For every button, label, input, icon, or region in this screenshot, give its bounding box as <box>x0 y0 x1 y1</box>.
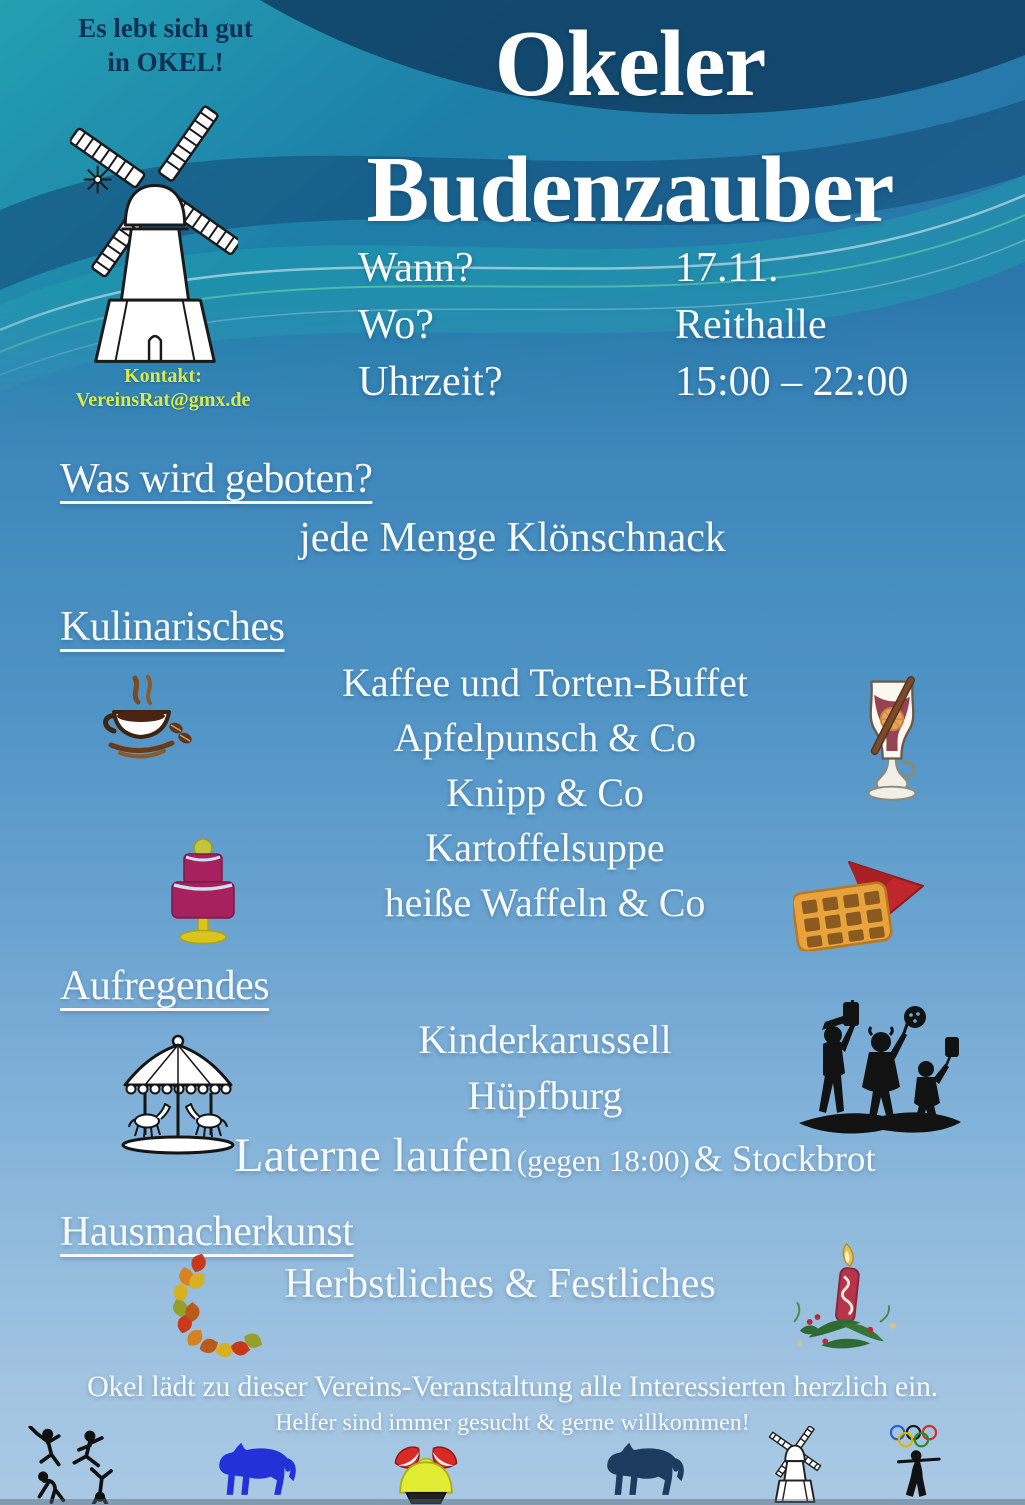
title-line2: Budenzauber <box>366 138 894 243</box>
list-item: Apfelpunsch & Co <box>393 715 697 760</box>
section-heading-hausmacherkunst: Hausmacherkunst <box>60 1209 354 1255</box>
poster-title <box>235 10 1025 244</box>
windmill-icon <box>70 80 238 368</box>
navy-horse-icon <box>596 1440 690 1504</box>
title-line1: Okeler <box>494 12 766 116</box>
detail-answer: Reithalle <box>675 302 827 348</box>
carousel-icon <box>103 1033 253 1158</box>
slogan-line1: Es lebt sich gut <box>78 13 253 43</box>
event-details <box>358 240 978 411</box>
list-item: Kartoffelsuppe <box>425 825 665 870</box>
punch-glass-icon <box>852 676 932 826</box>
list-item: Kaffee und Torten-Buffet <box>342 660 748 705</box>
intro-subline: jede Menge Klönschnack <box>299 515 726 561</box>
detail-question: Wo? <box>358 302 434 348</box>
autumn-leaves-icon <box>168 1250 263 1358</box>
detail-row-uhrzeit <box>358 354 978 411</box>
laterne-main: Laterne laufen <box>234 1129 513 1182</box>
coffee-cup-icon <box>85 672 197 772</box>
contact-email: VereinsRat@gmx.de <box>75 389 251 411</box>
footer-invitation: Okel lädt zu dieser Vereins-Veranstaltung alle Interessierten herzlich ein. <box>87 1370 938 1403</box>
detail-answer: 15:00 – 22:00 <box>675 359 909 405</box>
gymnasts-icon <box>24 1426 132 1504</box>
list-item: Knipp & Co <box>446 770 644 815</box>
cake-icon <box>158 810 248 945</box>
detail-row-wo <box>358 297 978 354</box>
small-windmill-icon <box>760 1426 830 1504</box>
list-item: Kinderkarussell <box>418 1017 672 1062</box>
contact-label: Kontakt: <box>124 365 202 387</box>
bottom-edge-strip <box>0 1499 1025 1505</box>
detail-row-wann <box>358 240 978 297</box>
list-item: Hüpfburg <box>467 1073 623 1118</box>
detail-question: Wann? <box>358 245 474 291</box>
fire-helmet-icon <box>380 1438 472 1505</box>
detail-answer: 17.11. <box>675 245 779 291</box>
hausmacherkunst-item: Herbstliches & Festliches <box>284 1261 716 1307</box>
laterne-tail: & Stockbrot <box>693 1139 876 1180</box>
list-item: heiße Waffeln & Co <box>384 880 706 925</box>
slogan-line2: in OKEL! <box>107 46 224 77</box>
advent-candle-icon <box>763 1236 913 1358</box>
olympic-shooter-icon <box>884 1422 950 1505</box>
blue-horse-icon <box>208 1440 302 1504</box>
lantern-children-icon <box>793 995 968 1145</box>
contact-block <box>28 364 298 412</box>
section-heading-aufregendes: Aufregendes <box>60 963 270 1009</box>
section-heading-kulinarisches: Kulinarisches <box>60 604 285 650</box>
detail-question: Uhrzeit? <box>358 359 503 405</box>
waffle-icon <box>793 856 938 951</box>
section-heading-was-wird-geboten: Was wird geboten? <box>60 456 373 502</box>
footer-helpers: Helfer sind immer gesucht & gerne willkommen! <box>275 1410 750 1436</box>
laterne-note: (gegen 18:00) <box>516 1143 690 1178</box>
